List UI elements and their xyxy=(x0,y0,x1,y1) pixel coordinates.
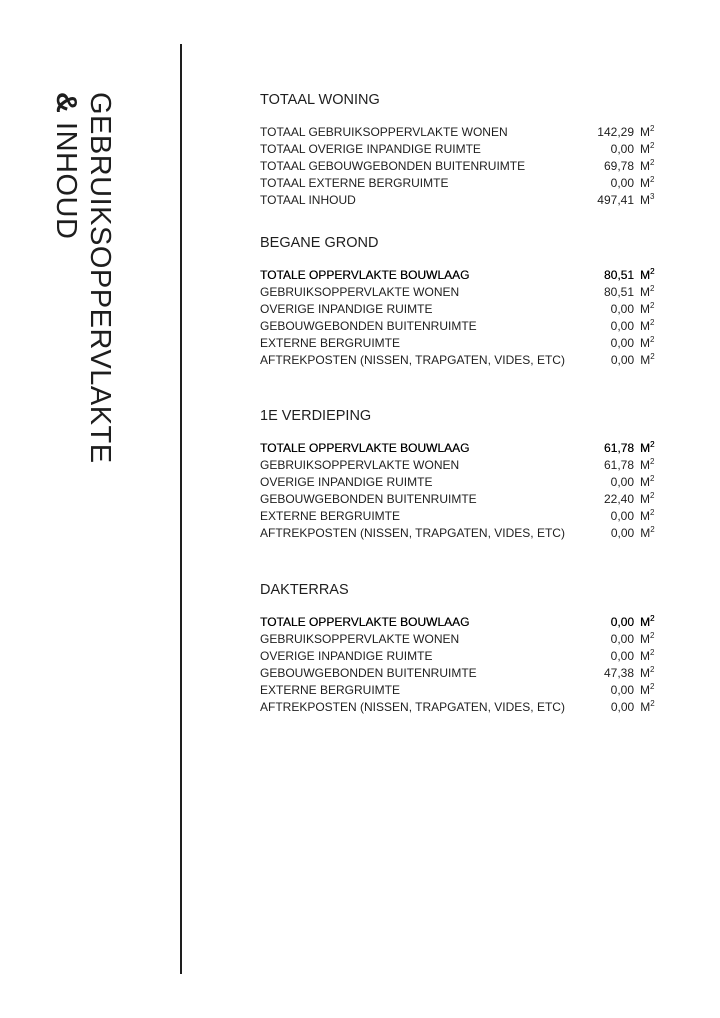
table-row xyxy=(260,682,660,699)
row-label: TOTALE OPPERVLAKTE BOUWLAAG xyxy=(260,268,470,282)
row-label: TOTAAL GEBOUWGEBONDEN BUITENRUIMTE xyxy=(260,159,526,173)
section-dakterras xyxy=(260,580,660,716)
row-value: 0,00 xyxy=(610,700,635,714)
table-row xyxy=(260,175,660,192)
row-unit: $M^2$ xyxy=(640,175,655,190)
row-unit: $M^3$ xyxy=(640,192,655,207)
row-label: TOTAAL OVERIGE INPANDIGE RUIMTE xyxy=(260,142,481,156)
row-label: EXTERNE BERGRUIMTE xyxy=(260,683,401,697)
row-unit: $M^2$ xyxy=(640,158,655,173)
table-rows xyxy=(260,440,660,542)
row-unit: $M^2$ xyxy=(640,631,655,646)
table-row xyxy=(260,699,660,716)
row-label: TOTALE OPPERVLAKTE BOUWLAAG xyxy=(260,615,470,629)
row-value: 0,00 xyxy=(610,509,634,523)
side-title xyxy=(50,92,116,464)
row-unit: $M^2$ xyxy=(640,335,655,350)
table-row xyxy=(260,124,660,141)
row-label: TOTAAL INHOUD xyxy=(260,193,356,207)
table-row xyxy=(260,301,660,318)
section-title: DAKTERRAS xyxy=(260,582,349,598)
row-label: TOTALE OPPERVLAKTE BOUWLAAG xyxy=(260,441,470,455)
table-row-total xyxy=(260,267,660,284)
table-rows xyxy=(260,124,660,209)
row-unit: $M^2$ xyxy=(640,318,655,333)
row-unit: $M^2$ xyxy=(640,141,655,156)
row-value: 61,78 xyxy=(603,441,634,455)
row-label: GEBOUWGEBONDEN BUITENRUIMTE xyxy=(260,666,477,680)
row-unit: $M^2$ xyxy=(640,699,655,714)
table-row xyxy=(260,648,660,665)
row-label: AFTREKPOSTEN (NISSEN, TRAPGATEN, VIDES, ETC) xyxy=(260,526,565,540)
row-unit: $M^2$ xyxy=(640,648,655,663)
row-unit: $M^2$ xyxy=(640,440,655,455)
row-value: 0,00 xyxy=(610,353,635,367)
table-row xyxy=(260,352,660,369)
row-unit: $M^2$ xyxy=(640,491,655,506)
row-unit: $M^2$ xyxy=(640,682,655,697)
row-value: 0,00 xyxy=(610,475,634,489)
row-value: 0,00 xyxy=(610,336,634,350)
table-row xyxy=(260,457,660,474)
row-value: 0,00 xyxy=(610,319,634,333)
table-row-total xyxy=(260,440,660,457)
section-title: TOTAAL WONING xyxy=(260,92,380,108)
section-totaal-woning xyxy=(260,90,660,233)
row-label: OVERIGE INPANDIGE RUIMTE xyxy=(260,302,433,316)
row-unit: $M^2$ xyxy=(640,525,655,540)
row-value: 0,00 xyxy=(610,683,634,697)
row-unit: $M^2$ xyxy=(640,284,655,299)
row-value: 80,51 xyxy=(603,268,634,282)
row-label: GEBRUIKSOPPERVLAKTE WONEN xyxy=(260,458,460,472)
row-value: 47,38 xyxy=(603,666,634,680)
table-row xyxy=(260,525,660,542)
table-row xyxy=(260,158,660,175)
table-row xyxy=(260,508,660,525)
row-label: GEBRUIKSOPPERVLAKTE WONEN xyxy=(260,632,460,646)
row-unit: $M^2$ xyxy=(640,124,655,139)
table-row xyxy=(260,491,660,508)
table-row xyxy=(260,665,660,682)
row-label: AFTREKPOSTEN (NISSEN, TRAPGATEN, VIDES, ETC) xyxy=(260,353,565,367)
row-label: OVERIGE INPANDIGE RUIMTE xyxy=(260,649,433,663)
table-row xyxy=(260,631,660,648)
row-value: 0,00 xyxy=(610,142,634,156)
row-label: AFTREKPOSTEN (NISSEN, TRAPGATEN, VIDES, ETC) xyxy=(260,700,565,714)
table-row xyxy=(260,474,660,491)
section-title: 1E VERDIEPING xyxy=(260,408,372,424)
row-unit: $M^2$ xyxy=(640,267,655,282)
row-value: 0,00 xyxy=(610,649,634,663)
side-title-line-2 xyxy=(50,92,82,239)
row-value: 497,41 xyxy=(597,193,634,207)
row-unit: $M^2$ xyxy=(640,665,655,680)
table-row xyxy=(260,318,660,335)
row-value: 0,00 xyxy=(610,615,634,629)
row-label: OVERIGE INPANDIGE RUIMTE xyxy=(260,475,433,489)
row-value: 0,00 xyxy=(610,302,634,316)
row-label: TOTAAL GEBRUIKSOPPERVLAKTE WONEN xyxy=(260,125,508,139)
row-value: 0,00 xyxy=(610,176,634,190)
row-value: 0,00 xyxy=(610,632,634,646)
row-value: 69,78 xyxy=(603,159,634,173)
row-unit: $M^2$ xyxy=(640,352,655,367)
side-title-inhoud: INHOUD xyxy=(50,113,82,240)
row-unit: $M^2$ xyxy=(640,508,655,523)
row-unit: $M^2$ xyxy=(640,614,655,629)
row-label: GEBRUIKSOPPERVLAKTE WONEN xyxy=(260,285,460,299)
row-label: TOTAAL EXTERNE BERGRUIMTE xyxy=(260,176,449,190)
vertical-divider xyxy=(180,44,182,974)
ampersand: & xyxy=(50,92,82,114)
section-title: BEGANE GROND xyxy=(260,235,379,251)
row-label: EXTERNE BERGRUIMTE xyxy=(260,336,401,350)
row-unit: $M^2$ xyxy=(640,474,655,489)
row-value: 80,51 xyxy=(603,285,634,299)
side-title-line-1: GEBRUIKSOPPERVLAKTE xyxy=(84,92,116,464)
table-row xyxy=(260,141,660,158)
row-value: 22,40 xyxy=(603,492,634,506)
table-rows xyxy=(260,614,660,716)
table-row xyxy=(260,192,660,209)
section-begane-grond xyxy=(260,233,660,406)
section-1e-verdieping xyxy=(260,406,660,580)
row-value: 61,78 xyxy=(603,458,634,472)
row-unit: $M^2$ xyxy=(640,301,655,316)
content-area xyxy=(260,90,660,716)
row-label: EXTERNE BERGRUIMTE xyxy=(260,509,401,523)
row-label: GEBOUWGEBONDEN BUITENRUIMTE xyxy=(260,319,477,333)
row-value: 142,29 xyxy=(597,125,634,139)
table-row-total xyxy=(260,614,660,631)
table-rows xyxy=(260,267,660,369)
row-value: 0,00 xyxy=(610,526,635,540)
row-label: GEBOUWGEBONDEN BUITENRUIMTE xyxy=(260,492,477,506)
table-row xyxy=(260,335,660,352)
row-unit: $M^2$ xyxy=(640,457,655,472)
table-row xyxy=(260,284,660,301)
